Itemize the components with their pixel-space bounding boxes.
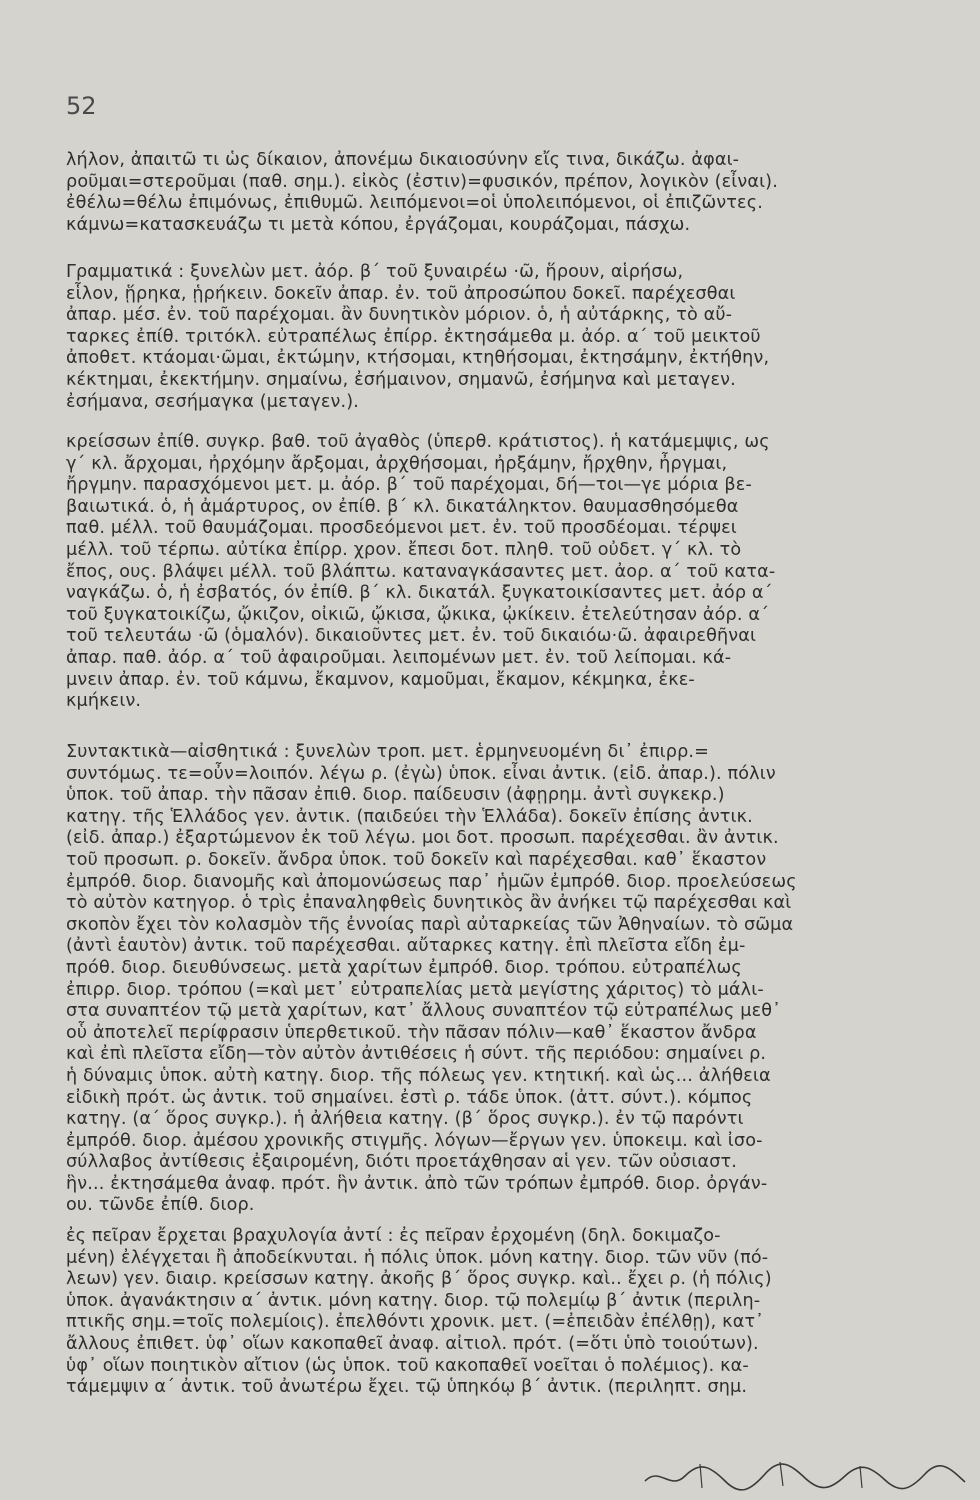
text-line: ροῦμαι=στεροῦμαι (παθ. σημ.). εἰκὸς (ἐστιν)=φυσικόν, πρέπον, λογικὸν (εἶναι). — [66, 171, 778, 192]
text-line: (ἀντὶ ἑαυτὸν) ἀντικ. τοῦ παρέχεσθαι. αὔταρκες κατηγ. ἐπὶ πλεῖστα εἴδη ἐμ- — [66, 936, 746, 957]
text-line: ὑποκ. ἀγανάκτησιν α΄ ἀντικ. μόνη κατηγ. διορ. τῷ πολεμίῳ β΄ ἀντικ (περιλη- — [66, 1290, 761, 1311]
text-line: Συντακτικὰ—αἰσθητικά : ξυνελὼν τροπ. μετ. ἑρμηνευομένη δι᾽ ἐπιρρ.= — [66, 742, 710, 762]
text-line: οὗ ἀποτελεῖ περίφρασιν ὑπερθετικοῦ. τὴν πᾶσαν πόλιν—καθ᾽ ἕκαστον ἄνδρα — [66, 1022, 757, 1043]
text-line: σκοπὸν ἔχει τὸν κολασμὸν τῆς ἐννοίας παρὶ αὐταρκείας τῶν Ἀθηναίων. τὸ σῶμα — [66, 914, 794, 935]
text-line: μένη) ἐλέγχεται ἢ ἀποδείκνυται. ἡ πόλις ὑποκ. μόνη κατηγ. διορ. τῶν νῦν (πό- — [66, 1247, 769, 1268]
page-number: 52 — [66, 92, 97, 120]
text-line: λήλον, ἀπαιτῶ τι ὡς δίκαιον, ἀπονέμω δικαιοσύνην εἴς τινα, δικάζω. ἀφαι- — [66, 150, 740, 170]
text-line: στα συναπτέον τῷ μετὰ χαρίτων, κατ᾽ ἄλλους συναπτέον τῷ εὐτραπέλως μεθ᾽ — [66, 1001, 782, 1022]
text-line: Γραμματικά : ξυνελὼν μετ. ἀόρ. β΄ τοῦ ξυναιρέω ·ῶ, ἥρουν, αἱρήσω, — [66, 262, 684, 282]
text-line: ὑποκ. τοῦ ἀπαρ. τὴν πᾶσαν ἐπιθ. διορ. παίδευσιν (ἀφῃρημ. ἀντὶ συγκεκρ.) — [66, 785, 725, 806]
text-line: τοῦ ξυγκατοικίζω, ᾤκιζον, οἰκιῶ, ᾤκισα, ᾤκικα, ᾠκίκειν. ἐτελεύτησαν ἀόρ. α΄ — [66, 604, 770, 625]
vocabulary-paragraph — [66, 150, 946, 236]
text-line: γ΄ κλ. ἄρχομαι, ἠρχόμην ἄρξομαι, ἀρχθήσομαι, ἠρξάμην, ἤρχθην, ἦργμαι, — [66, 453, 728, 474]
text-line: βαιωτικά. ὁ, ἡ ἀμάρτυρος, ον ἐπίθ. β΄ κλ. δικατάληκτον. θαυμασθησόμεθα — [66, 496, 739, 517]
handwritten-annotation — [640, 1456, 970, 1496]
text-line: εἷλον, ᾕρηκα, ᾑρήκειν. δοκεῖν ἀπαρ. ἐν. τοῦ ἀπροσώπου δοκεῖ. παρέχεσθαι — [66, 283, 736, 304]
text-line: ἤργμην. παρασχόμενοι μετ. μ. ἀόρ. β΄ τοῦ παρέχομαι, δή—τοι—γε μόρια βε- — [66, 475, 752, 496]
text-line: συντόμως. τε=οὖν=λοιπόν. λέγω ρ. (ἐγὼ) ὑποκ. εἶναι ἀντικ. (εἰδ. ἀπαρ.). πόλιν — [66, 763, 776, 784]
text-line: τὸ αὐτὸν κατηγορ. ὁ τρὶς ἐπαναληφθεὶς δυνητικὸς ἂν ἀνήκει τῷ παρέχεσθαι καὶ — [66, 893, 792, 914]
text-line: ἐμπρόθ. διορ. διανομῆς καὶ ἀπομονώσεως παρ᾽ ἡμῶν ἐμπρόθ. διορ. προελεύσεως — [66, 871, 797, 892]
text-line: ὑφ᾽ οἵων ποιητικὸν αἴτιον (ὡς ὑποκ. τοῦ κακοπαθεῖ νοεῖται ὁ πολέμιος). κα- — [66, 1355, 749, 1376]
text-line: καὶ ἐπὶ πλεῖστα εἴδη—τὸν αὐτὸν ἀντιθέσεις ἡ σύντ. τῆς περιόδου: σημαίνει ρ. — [66, 1044, 767, 1065]
text-line: ἐθέλω=θέλω ἐπιμόνως, ἐπιθυμῶ. λειπόμενοι=οἱ ὑπολειπόμενοι, οἱ ἐπιζῶντες. — [66, 193, 763, 214]
text-line: ἡ δύναμις ὑποκ. αὐτὴ κατηγ. διορ. τῆς πόλεως γεν. κτητική. καὶ ὡς... ἀλήθεια — [66, 1065, 771, 1086]
text-line: ἐσήμανα, σεσήμαγκα (μεταγεν.). — [66, 391, 359, 412]
text-line: μνειν ἀπαρ. ἐν. τοῦ κάμνω, ἔκαμνον, καμοῦμαι, ἔκαμον, κέκμηκα, ἐκε- — [66, 669, 695, 690]
syntax-paragraph — [66, 742, 946, 1217]
text-line: ἣν... ἐκτησάμεθα ἀναφ. πρότ. ἣν ἀντικ. ἀπὸ τῶν τρόπων ἐμπρόθ. διορ. ὀργάν- — [66, 1173, 768, 1194]
text-line: κατηγ. τῆς Ἑλλάδος γεν. ἀντικ. (παιδεύει τὴν Ἑλλάδα). δοκεῖν ἐπίσης ἀντικ. — [66, 806, 753, 827]
grammar-paragraph-2 — [66, 432, 946, 713]
text-line: ἀπαρ. παθ. ἀόρ. α΄ τοῦ ἀφαιροῦμαι. λειπομένων μετ. ἐν. τοῦ λείπομαι. κά- — [66, 647, 732, 668]
text-line: ἐπιρρ. διορ. τρόπου (=καὶ μετ᾽ εὐτραπελίας μετὰ μεγίστης χάριτος) τὸ μάλι- — [66, 979, 764, 1000]
text-line: πτικῆς σημ.=τοῖς πολεμίοις). ἐπελθόντι χρονικ. μετ. (=ἐπειδὰν ἐπέλθῃ), κατ᾽ — [66, 1312, 765, 1333]
text-line: κατηγ. (α΄ ὅρος συγκρ.). ἡ ἀλήθεια κατηγ. (β΄ ὅρος συγκρ.). ἐν τῷ παρόντι — [66, 1109, 744, 1130]
syntax-paragraph-2 — [66, 1226, 946, 1399]
text-line: παθ. μέλλ. τοῦ θαυμάζομαι. προσδεόμενοι μετ. ἐν. τοῦ προσδέομαι. τέρψει — [66, 518, 737, 539]
text-line: ναγκάζω. ὁ, ἡ ἐσβατός, όν ἐπίθ. β΄ κλ. δικατάλ. ξυγκατοικίσαντες μετ. ἀόρ α΄ — [66, 583, 773, 604]
text-line: κρείσσων ἐπίθ. συγκρ. βαθ. τοῦ ἀγαθὸς (ὑπερθ. κράτιστος). ἡ κατάμεμψις, ως — [66, 432, 770, 452]
text-line: ἀποθετ. κτάομαι·ῶμαι, ἐκτώμην, κτήσομαι, κτηθήσομαι, ἐκτησάμην, ἐκτήθην, — [66, 348, 770, 369]
text-line: ἀπαρ. μέσ. ἐν. τοῦ παρέχομαι. ἂν δυνητικὸν μόριον. ὁ, ἡ αὐτάρκης, τὸ αὔ- — [66, 305, 733, 326]
text-line: (εἰδ. ἀπαρ.) ἐξαρτώμενον ἐκ τοῦ λέγω. μοι δοτ. προσωπ. παρέχεσθαι. ἂν ἀντικ. — [66, 828, 779, 849]
text-line: τάμεμψιν α΄ ἀντικ. τοῦ ἀνωτέρω ἔχει. τῷ ὑπηκόῳ β΄ ἀντικ. (περιληπτ. σημ. — [66, 1377, 748, 1398]
text-line: ἐμπρόθ. διορ. ἀμέσου χρονικῆς στιγμῆς. λόγων—ἔργων γεν. ὑποκειμ. καὶ ἰσο- — [66, 1130, 763, 1151]
text-line: ου. τῶνδε ἐπίθ. διορ. — [66, 1195, 255, 1216]
text-line: σύλλαβος ἀντίθεσις ἐξαιρομένη, διότι προετάχθησαν αἱ γεν. τῶν οὐσιαστ. — [66, 1152, 737, 1173]
text-line: ἔπος, ους. βλάψει μέλλ. τοῦ βλάπτω. καταναγκάσαντες μετ. ἀορ. α΄ τοῦ κατα- — [66, 561, 776, 582]
text-line: ἐς πεῖραν ἔρχεται βραχυλογία ἀντί : ἐς πεῖραν ἐρχομένη (δηλ. δοκιμαζο- — [66, 1226, 721, 1246]
text-line: ταρκες ἐπίθ. τριτόκλ. εὐτραπέλως ἐπίρρ. ἐκτησάμεθα μ. ἀόρ. α΄ τοῦ μεικτοῦ — [66, 326, 761, 347]
text-line: κμήκειν. — [66, 691, 142, 712]
text-line: πρόθ. διορ. διευθύνσεως. μετὰ χαρίτων ἐμπρόθ. διορ. τρόπου. εὐτραπέλως — [66, 957, 742, 978]
grammar-paragraph — [66, 262, 946, 413]
text-line: κέκτημαι, ἐκεκτήμην. σημαίνω, ἐσήμαινον, σημανῶ, ἐσήμηνα καὶ μεταγεν. — [66, 369, 736, 390]
text-line: μέλλ. τοῦ τέρπω. αὐτίκα ἐπίρρ. χρον. ἔπεσι δοτ. πληθ. τοῦ οὐδετ. γ΄ κλ. τὸ — [66, 539, 742, 560]
text-line: τοῦ προσωπ. ρ. δοκεῖν. ἄνδρα ὑποκ. τοῦ δοκεῖν καὶ παρέχεσθαι. καθ᾽ ἕκαστον — [66, 849, 767, 870]
text-line: εἰδικὴ πρότ. ὡς ἀντικ. τοῦ σημαίνει. ἐστὶ ρ. τάδε ὑποκ. (ἀττ. σύντ.). κόμπος — [66, 1087, 753, 1108]
text-line: ἄλλους ἐπιθετ. ὑφ᾽ οἵων κακοπαθεῖ ἀναφ. αἰτιολ. πρότ. (=ὅτι ὑπὸ τοιούτων). — [66, 1333, 759, 1354]
text-line: τοῦ τελευτάω ·ῶ (ὁμαλόν). δικαιοῦντες μετ. ἐν. τοῦ δικαιόω·ῶ. ἀφαιρεθῆναι — [66, 626, 757, 647]
text-line: λεων) γεν. διαιρ. κρείσσων κατηγ. ἀκοῆς β΄ ὅρος συγκρ. καὶ.. ἔχει ρ. (ἡ πόλις) — [66, 1269, 772, 1290]
handwriting-scribble-icon — [640, 1456, 970, 1496]
text-line: κάμνω=κατασκευάζω τι μετὰ κόπου, ἐργάζομαι, κουράζομαι, πάσχω. — [66, 214, 691, 235]
